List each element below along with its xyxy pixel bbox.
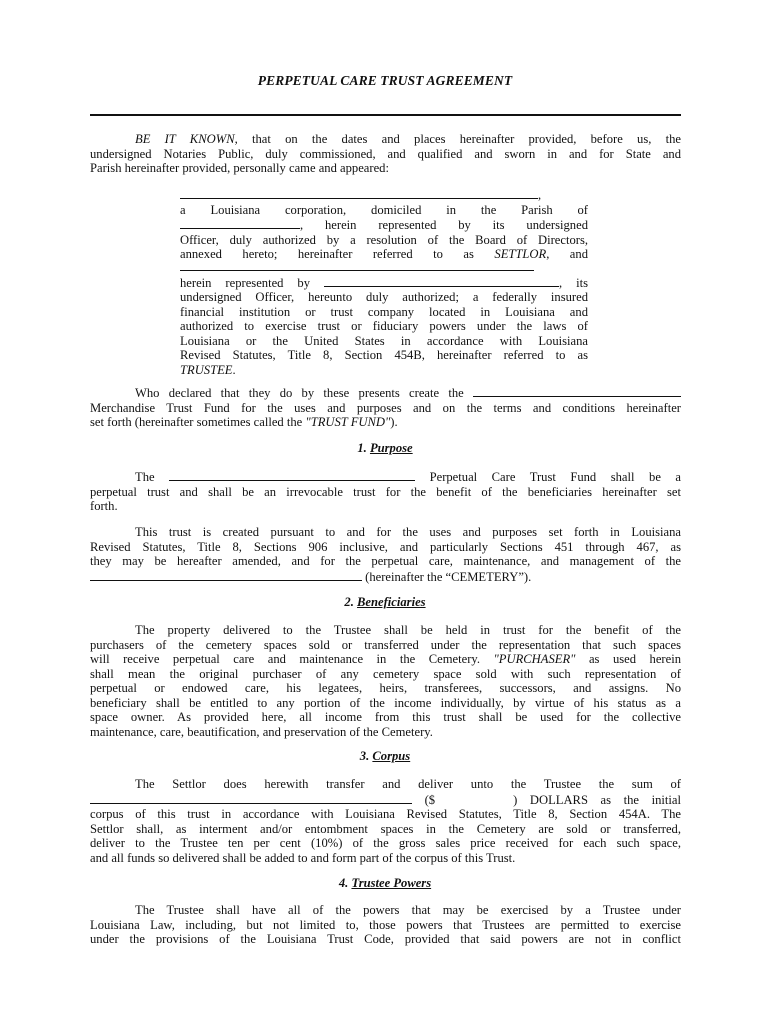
section-heading-beneficiaries: 2. Beneficiaries [344, 595, 426, 609]
purpose-line: forth. [90, 499, 118, 513]
title-rule [90, 114, 681, 116]
purpose-line: This trust is created pursuant to and for the uses and purposes set forth in Louisiana [135, 525, 681, 539]
trust-fund-term: "TRUST FUND" [305, 415, 391, 429]
powers-line: under the provisions of the Louisiana Trust Code, provided that said powers are not in conflict [90, 932, 681, 946]
corpus-line: The Settlor does herewith transfer and deliver unto the Trustee the sum of [135, 777, 681, 791]
settlor-line: , herein represented by its undersigned [180, 217, 588, 233]
beneficiaries-line: beneficiary shall be entitled to any portion of the income individually, by virtue of his status as a [90, 695, 681, 710]
beneficiaries-line: The property delivered to the Trustee shall be held in trust for the benefit of the [135, 623, 681, 637]
settlor-line: a Louisiana corporation, domiciled in the Parish of [180, 202, 588, 217]
trustee-block [180, 259, 588, 377]
beneficiaries-line: purchasers of the cemetery spaces sold or transferred under the representation that such spaces [90, 637, 681, 652]
cemetery-blank[interactable] [90, 569, 362, 581]
settlor-name-blank[interactable] [180, 187, 538, 199]
trustee-name-blank[interactable] [180, 259, 534, 271]
declared-paragraph [90, 385, 681, 430]
beneficiaries-paragraph [90, 623, 681, 739]
intro-text: that on the dates and places hereinafter provided, before us, the [237, 132, 681, 146]
corpus-line: and all funds so delivered shall be added to and form part of the corpus of this Trust. [90, 850, 516, 865]
intro-line: Parish hereinafter provided, personally came and appeared: [90, 161, 389, 175]
purpose-line: they may be hereafter amended, and for the perpetual care, maintenance, and management of the [90, 554, 681, 568]
settlor-line: annexed hereto; hereinafter referred to as SETTLOR, and [180, 247, 588, 261]
powers-line: Louisiana Law, including, but not limited to, those powers that Trustees are permitted to exercise [90, 917, 681, 932]
intro-line [90, 132, 681, 147]
trustee-line: authorized to exercise trust or fiduciary powers under the laws of [180, 319, 588, 333]
powers-line: The Trustee shall have all of the powers that may be exercised by a Trustee under [135, 903, 681, 917]
purpose-line: (hereinafter the “CEMETERY”). [90, 569, 681, 585]
trustee-line: undersigned Officer, hereunto duly authorized; a federally insured [180, 290, 588, 304]
beneficiaries-line: maintenance, care, beautification, and preservation of the Cemetery. [90, 724, 433, 739]
powers-paragraph [90, 903, 681, 947]
representative-blank[interactable] [324, 275, 559, 287]
settlor-term: SETTLOR [494, 247, 547, 261]
trustee-line: herein represented by , its [180, 275, 588, 290]
fund-name-blank[interactable] [473, 385, 681, 397]
declared-line: Merchandise Trust Fund for the uses and purposes and on the terms and conditions hereinafter [90, 400, 681, 415]
purpose-paragraph-1 [90, 469, 681, 514]
trustee-term: TRUSTEE [180, 362, 233, 377]
cemetery-name-blank[interactable] [169, 469, 415, 481]
corpus-line: Settlor shall, as interment and/or entombment spaces in the Cemetery are sold or transferred, [90, 821, 681, 836]
corpus-line: corpus of this trust in accordance with Louisiana Revised Statutes, Title 8, Section 454A. The [90, 807, 681, 821]
settlor-block [180, 187, 588, 262]
section-heading-purpose: 1. Purpose [357, 441, 413, 455]
trustee-line: financial institution or trust company located in Louisiana and [180, 304, 588, 319]
corpus-line: deliver to the Trustee ten per cent (10%) of the gross sales price received for each such space, [90, 836, 681, 850]
section-heading-corpus: 3. Corpus [359, 749, 411, 763]
section-heading-trustee-powers: 4. Trustee Powers [338, 876, 432, 890]
corpus-paragraph [90, 777, 681, 865]
document-title: PERPETUAL CARE TRUST AGREEMENT [257, 73, 513, 88]
trustee-line: TRUSTEE. [180, 362, 236, 377]
purpose-line: The Perpetual Care Trust Fund shall be a [135, 470, 681, 484]
amount-words-blank[interactable] [90, 792, 412, 804]
settlor-line: Officer, duly authorized by a resolution of the Board of Directors, [180, 232, 588, 247]
beneficiaries-line: space owner. As provided here, all income from this trust shall be used for the collective [90, 710, 681, 724]
trustee-line: Louisiana or the United States in accordance with Louisiana [180, 333, 588, 348]
corpus-line: ($ ) DOLLARS as the initial [90, 792, 681, 808]
declared-line: Who declared that they do by these presents create the [90, 385, 681, 401]
trustee-line: Revised Statutes, Title 8, Section 454B, hereinafter referred to as [180, 348, 588, 362]
intro-line: undersigned Notaries Public, duly commissioned, and qualified and sworn in and for State and [90, 146, 681, 161]
intro-paragraph [90, 132, 681, 176]
intro-lead: BE IT KNOWN, [135, 132, 238, 146]
declared-line: set forth (hereinafter sometimes called the "TRUST FUND"). [90, 415, 398, 429]
parish-blank[interactable] [180, 217, 300, 229]
beneficiaries-line: perpetual or endowed care, his legatees, heirs, transferees, successors, and assigns. No [90, 681, 681, 695]
purpose-line: Revised Statutes, Title 8, Sections 906 inclusive, and particularly Sections 451 through 467, as [90, 539, 681, 554]
trustee-name-line [180, 259, 588, 275]
settlor-line: , [180, 187, 588, 203]
purpose-line: perpetual trust and shall be an irrevocable trust for the benefit of the beneficiaries hereinafter set [90, 484, 681, 499]
beneficiaries-line: shall mean the original purchaser of any cemetery space sold with such representation of [90, 666, 681, 681]
beneficiaries-line: will receive perpetual care and maintenance in the Cemetery. "PURCHASER" as used herein [90, 652, 681, 666]
purpose-paragraph-2 [90, 525, 681, 584]
purchaser-term: "PURCHASER" [493, 652, 576, 666]
